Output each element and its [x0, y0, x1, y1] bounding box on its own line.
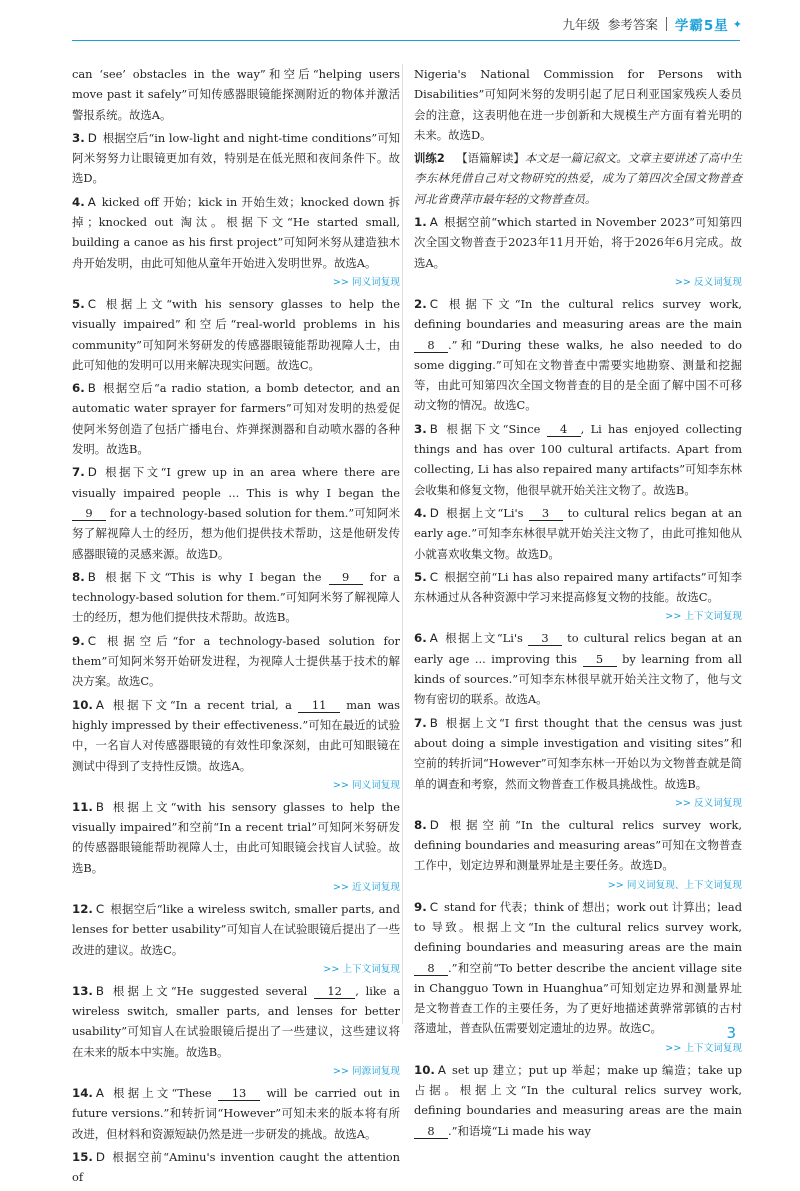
question-number: 8.: [414, 817, 427, 832]
question-number: 6.: [414, 631, 427, 646]
answer-item: [72, 567, 400, 628]
question-number: 3.: [72, 130, 85, 145]
answer-item: [72, 695, 400, 776]
answer-letter: A: [437, 1062, 446, 1077]
reuse-tag: >> 近义词复现: [332, 881, 400, 893]
answer-item: [72, 1083, 400, 1144]
explanation-text: set up 建立；put up 举起；make up 编造；take up 占据。根据上文“In the cultural relics survey work, defining boundaries and measuring areas are the main 8 .”和语境“Li made his way: [414, 1062, 742, 1138]
answer-blank: 3: [529, 631, 561, 646]
answer-item: [414, 1060, 742, 1141]
reuse-tag: >> 反义词复现: [674, 797, 742, 809]
question-number: 1.: [414, 215, 427, 230]
answer-blank: 4: [548, 421, 579, 436]
answer-item: [72, 631, 400, 692]
right-column: [414, 64, 742, 1144]
answer-blank: 5: [584, 651, 615, 666]
explanation-text: 根据空后“for a technology-based solution for them”可知阿米努开始研发进程，为视障人士提供基于技术的解决方案。故选C。: [72, 633, 400, 689]
brand-logo: 学霸5星: [674, 18, 729, 34]
left-column: [72, 64, 400, 1191]
answer-item: [72, 1147, 400, 1188]
question-number: 7.: [414, 715, 427, 730]
explanation-text: 根据上文“These 13 will be carried out in future versions.”和转折词“However”可知未来的版本将有所改进，但材料和资源短缺仍然是进一步研发的挑战。故选A。: [72, 1086, 400, 1141]
explanation-text: can ‘see’ obstacles in the way”和空后“helping users move past it safely”可知传感器眼镜能探测附近的物体并激活警报系统。故选A。: [72, 67, 400, 122]
answer-blank: 9: [330, 569, 361, 584]
explanation-text: stand for 代表；think of 想出；work out 计算出；lead to 导致。根据上文“In the cultural relics survey work, defining boundaries and measuring areas are the main 8 .”和空前“To better describe the ancient village site in Changguo Town in Huanghua”可知划定边界和测量界址是文物普查工作的主要任务，为了更好地描述黄骅常郭镇的古村落遗址，普查队伍需要划定遗址的边界。故选C。: [414, 899, 742, 1036]
grade-label: 九年级: [562, 17, 600, 32]
explanation-text: 根据空后“a radio station, a bomb detector, and an automatic water sprayer for farmers”可知对发明的热爱促使阿米努创造了包括广播电台、炸弹探测器和自动喷水器的各种发明。故选B。: [72, 381, 400, 457]
answer-blank: 12: [316, 983, 354, 998]
explanation-text: 根据下文“In the cultural relics survey work, defining boundaries and measuring areas are the main 8 .”和“During these walks, he also needed to do some digging.”可知在文物普查中需要实地勘察、测量和挖掘等，由此可知第四次全国文物普查的目的是全面了解中国不可移动文物的情况。故选C。: [414, 296, 742, 413]
explanation-text: 根据下文“This is why I began the 9 for a technology-based solution for them.”可知阿米努了解视障人士的经历，想为他们提供技术帮助。故选B。: [72, 569, 400, 625]
reuse-tag: >> 上下文词复现: [323, 963, 400, 975]
question-number: 14.: [72, 1086, 93, 1101]
answer-letter: D: [87, 465, 97, 480]
answer-letter: B: [87, 381, 96, 396]
explanation-text: 根据上文“Li's 3 to cultural relics began at an early age ... improving this 5 by learning from all kinds of sources.”可知李东林很早就开始关注文物了，他与文物有密切的联系。故选A。: [414, 631, 742, 707]
answer-letter: B: [95, 799, 104, 814]
explanation-text: 根据上文“Li's 3 to cultural relics began at an early age.”可知李东林很早就开始关注文物了，由此可推知他从小就喜欢收集文物。故选D。: [414, 505, 742, 561]
answer-blank: 8: [416, 337, 447, 352]
answer-letter: A: [95, 1086, 104, 1101]
answer-letter: D: [87, 130, 97, 145]
answer-item: [414, 212, 742, 273]
answer-blank: 13: [220, 1086, 258, 1101]
answer-item: [72, 981, 400, 1062]
answer-item: [72, 128, 400, 189]
continued-explanation: [414, 64, 742, 145]
answer-letter: B: [95, 983, 104, 998]
question-number: 4.: [72, 194, 85, 209]
answer-letter: A: [87, 194, 96, 209]
training-title: 训练2: [414, 151, 457, 166]
answer-item: [414, 713, 742, 794]
answer-letter: C: [87, 633, 96, 648]
answer-item: [72, 462, 400, 563]
section-label: 参考答案: [607, 17, 658, 32]
question-number: 7.: [72, 465, 85, 480]
answer-letter: B: [429, 715, 438, 730]
answer-item: [414, 294, 742, 416]
answer-item: [414, 419, 742, 500]
answer-letter: C: [87, 296, 96, 311]
answer-letter: D: [429, 817, 439, 832]
reuse-tag: >> 反义词复现: [674, 276, 742, 288]
answer-letter: C: [429, 899, 438, 914]
explanation-text: 根据下文“Since 4 , Li has enjoyed collecting things and has over 100 cultural artifacts. Apart from collecting, Li has also repaired many artifacts”可知李东林会收集和修复文物，他很早就开始关注文物了。故选B。: [414, 421, 742, 497]
answer-item: [72, 294, 400, 375]
answer-letter: D: [95, 1149, 105, 1164]
answer-item: [72, 378, 400, 459]
question-number: 5.: [72, 296, 85, 311]
passage-summary: 本文是一篇记叙文。文章主要讲述了高中生李东林凭借自己对文物研究的热爱，成为了第四次全国文物普查河北省费萍市最年轻的文物普查员。: [414, 151, 742, 206]
answer-item: [72, 797, 400, 878]
question-number: 8.: [72, 569, 85, 584]
reuse-tag: >> 上下文词复现: [665, 1042, 742, 1054]
answer-blank: 8: [416, 1123, 447, 1138]
question-number: 9.: [72, 633, 85, 648]
answer-letter: C: [95, 901, 105, 916]
header-separator: [666, 17, 667, 31]
page-header: [562, 12, 742, 36]
answer-blank: 3: [530, 505, 561, 520]
continued-explanation: [72, 64, 400, 125]
answer-blank: 9: [74, 505, 105, 520]
answer-letter: D: [429, 505, 439, 520]
question-number: 13.: [72, 983, 93, 998]
answer-letter: A: [429, 215, 438, 230]
answer-letter: C: [429, 569, 438, 584]
passage-label: 【语篇解读】: [456, 151, 525, 166]
answer-letter: B: [429, 421, 438, 436]
reuse-tag: >> 同源词复现: [332, 1066, 400, 1078]
question-number: 10.: [414, 1062, 435, 1077]
answer-item: [72, 192, 400, 273]
question-number: 10.: [72, 697, 93, 712]
question-number: 11.: [72, 799, 93, 814]
answer-letter: A: [95, 697, 104, 712]
explanation-text: 根据空后“in low-light and night-time conditions”可知阿米努努力让眼镜更加有效，特别是在低光照和夜间条件下。故选D。: [72, 130, 400, 186]
answer-letter: B: [87, 569, 96, 584]
column-divider: [402, 64, 403, 1024]
answer-item: [72, 899, 400, 960]
question-number: 3.: [414, 421, 427, 436]
explanation-text: 根据下文“In a recent trial, a 11 man was highly impressed by their effectiveness.”可知在最近的试验中，一名盲人对传感器眼镜的有效性印象深刻，由此可知眼镜在测试中得到了支持性反馈。故选A。: [72, 697, 400, 773]
explanation-text: Nigeria's National Commission for Persons with Disabilities”可知阿米努的发明引起了尼日利亚国家残疾人委员会的注意，这表明他在进一步创新和大规模生产方面有着光明的未来。故选D。: [414, 67, 742, 142]
reuse-tag: >> 同义词复现: [332, 779, 400, 791]
question-number: 6.: [72, 381, 85, 396]
passage-intro: [414, 148, 742, 209]
answer-blank: 8: [416, 960, 447, 975]
answer-letter: C: [429, 296, 438, 311]
answer-item: [414, 897, 742, 1039]
explanation-text: 根据上文“He suggested several 12 , like a wireless switch, smaller parts, and lenses for better usability”可知盲人在试验眼镜后提出了一些建议，这些建议将在未来的版本中实施。故选B。: [72, 983, 400, 1059]
answer-item: [414, 628, 742, 709]
answer-item: [414, 503, 742, 564]
explanation-text: 根据空前“Li has also repaired many artifacts”可知李东林通过从各种资源中学习来提高修复文物的技能。故选C。: [414, 569, 742, 605]
explanation-text: 根据空前“In the cultural relics survey work, defining boundaries and measuring areas”可知在文物普查工作中，划定边界和测量界址是主要任务。故选D。: [414, 817, 742, 873]
question-number: 5.: [414, 569, 427, 584]
header-divider: [72, 40, 740, 41]
question-number: 2.: [414, 296, 427, 311]
explanation-text: 根据空前“which started in November 2023”可知第四次全国文物普查于2023年11月开始，将于2026年6月完成。故选A。: [414, 215, 742, 270]
explanation-text: 根据上文“with his sensory glasses to help the visually impaired”和空后“real-world problems in his community”可知阿米努研发的传感器眼镜能帮助视障人士，由此可知他的发明可以用来解决现实问题。故选C。: [72, 296, 400, 372]
answer-item: [414, 815, 742, 876]
reuse-tag: >> 上下文词复现: [665, 611, 742, 623]
answer-item: [414, 567, 742, 608]
question-number: 4.: [414, 505, 427, 520]
page-number: 3: [726, 1024, 736, 1042]
explanation-text: 根据空后“like a wireless switch, smaller parts, and lenses for better usability”可知盲人在试验眼镜后提出了一些改进的建议。故选C。: [72, 901, 400, 957]
question-number: 12.: [72, 901, 93, 916]
explanation-text: 根据空前“Aminu's invention caught the attention of: [72, 1149, 400, 1185]
question-number: 15.: [72, 1149, 93, 1164]
explanation-text: 根据上文“with his sensory glasses to help the visually impaired”和空前“In a recent trial”可知阿米努研发的传感器眼镜能帮助视障人士，由此可知眼镜会找盲人试验。故选B。: [72, 799, 400, 875]
explanation-text: 根据上文“I first thought that the census was just about doing a simple investigation and visiting sites”和空前的转折词“However”可知李东林一开始以为文物普查就是简单的调查和考察，然而文物普查工作极具挑战性。故选B。: [414, 715, 742, 791]
reuse-tag: >> 同义词复现: [332, 276, 400, 288]
star-icon: ✦: [732, 17, 742, 31]
answer-letter: A: [429, 631, 438, 646]
explanation-text: kicked off 开始；kick in 开始生效；knocked down 拆掉；knocked out 淘汰。根据下文“He started small, building a canoe as his first project”可知阿米努从建造独木舟开始发明，由此可知他从童年开始进入发明世界。故选A。: [72, 194, 400, 270]
question-number: 9.: [414, 899, 427, 914]
answer-blank: 11: [300, 697, 338, 712]
explanation-text: 根据下文“I grew up in an area where there are visually impaired people ... This is why I began the 9 for a technology-based solution for them.”可知阿米努了解视障人士的经历，想为他们提供技术帮助，这是他研发传感器眼镜的灵感来源。故选D。: [72, 465, 400, 561]
reuse-tag: >> 同义词复现、上下文词复现: [607, 879, 742, 891]
